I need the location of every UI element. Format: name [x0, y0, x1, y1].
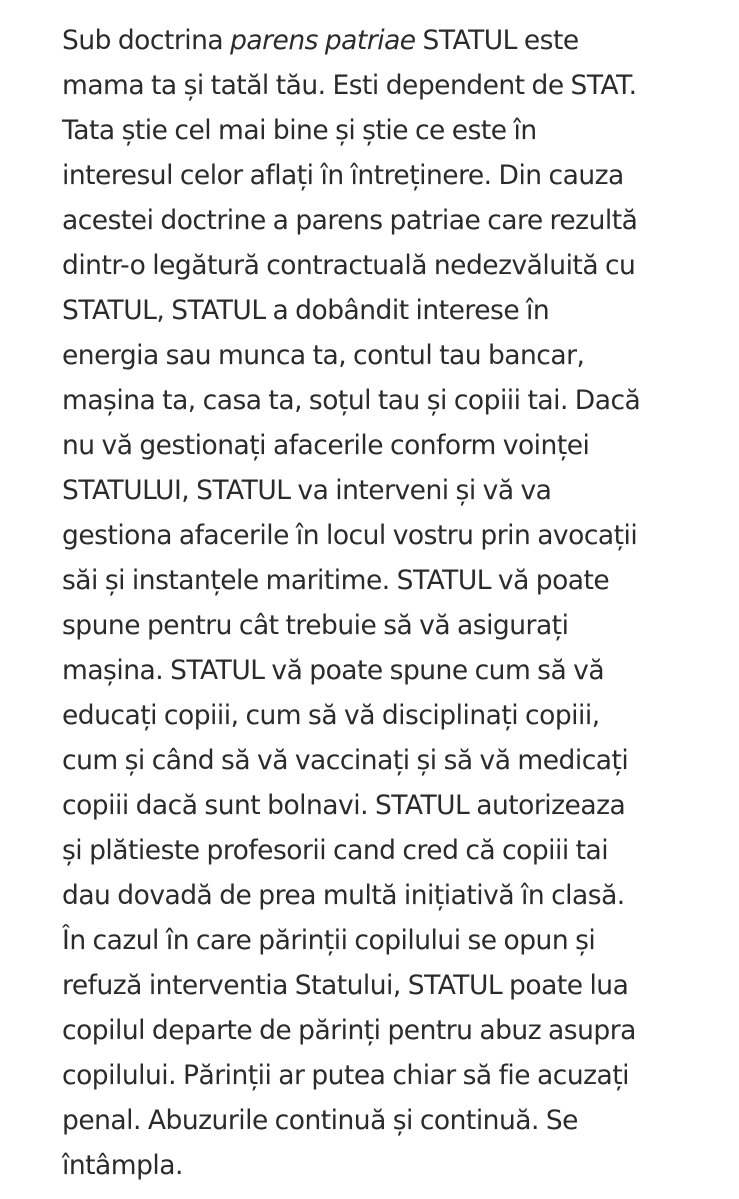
article-paragraph — [62, 18, 722, 1188]
text-line-18: copiii dacă sunt bolnavi. STATUL autorizeaza — [62, 790, 626, 821]
text-line-11: STATULUI, STATUL va interveni și vă va — [62, 475, 552, 506]
text-line-22: refuză interventia Statului, STATUL poate lua — [62, 970, 629, 1001]
text-line-7: STATUL, STATUL a dobândit interese în — [62, 295, 550, 326]
text-line-14: spune pentru cât trebuie să vă asigurați — [62, 610, 569, 641]
text-line-1 — [62, 18, 722, 63]
text-line-20: dau dovadă de prea multă inițiativă în clasă. — [62, 880, 625, 911]
text-line-2: mama ta și tatăl tău. Esti dependent de STAT. — [62, 70, 637, 101]
text-line-13: săi și instanțele maritime. STATUL vă poate — [62, 565, 610, 596]
text-line-16: educați copiii, cum să vă disciplinați copiii, — [62, 700, 600, 731]
text-line-25: penal. Abuzurile continuă și continuă. Se — [62, 1105, 578, 1136]
text-line-10: nu vă gestionați afacerile conform voinței — [62, 430, 590, 461]
line-1-suffix: STATUL este — [415, 25, 579, 56]
text-line-24: copilului. Părinții ar putea chiar să fie acuzați — [62, 1060, 630, 1091]
italic-term-parens-patriae: parens patriae — [230, 25, 416, 56]
text-line-4: interesul celor aflați în întreținere. Din cauza — [62, 160, 624, 191]
text-line-5: acestei doctrine a parens patriae care rezultă — [62, 205, 638, 236]
text-line-9: mașina ta, casa ta, soțul tau și copiii tai. Dacă — [62, 385, 641, 416]
text-line-6: dintr-o legătură contractuală nedezvăluită cu — [62, 250, 636, 281]
text-line-21: În cazul în care părinții copilului se opun și — [62, 925, 596, 956]
text-line-23: copilul departe de părinți pentru abuz asupra — [62, 1015, 636, 1046]
text-line-3: Tata știe cel mai bine și știe ce este în — [62, 115, 537, 146]
text-line-17: cum și când să vă vaccinați și să vă medicați — [62, 745, 629, 776]
text-line-19: și plătieste profesorii cand cred că copiii tai — [62, 835, 609, 866]
text-line-26: întâmpla. — [62, 1150, 183, 1181]
text-line-15: mașina. STATUL vă poate spune cum să vă — [62, 655, 605, 686]
line-1-prefix: Sub doctrina — [62, 25, 231, 56]
text-line-8: energia sau munca ta, contul tau bancar, — [62, 340, 585, 371]
text-line-12: gestiona afacerile în locul vostru prin avocații — [62, 520, 638, 551]
